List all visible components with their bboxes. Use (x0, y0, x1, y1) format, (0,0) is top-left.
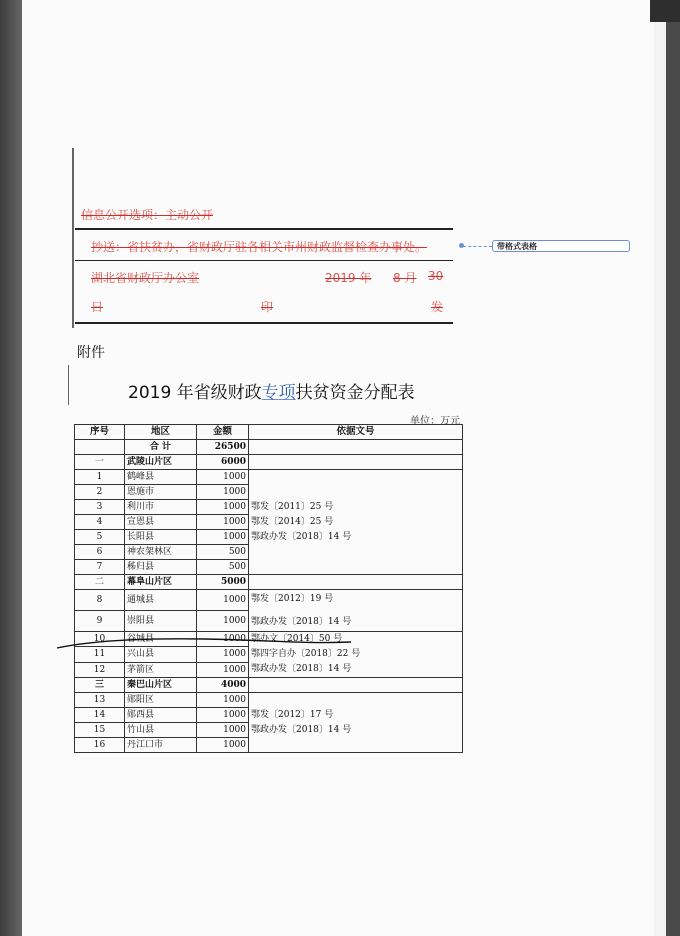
day-number: 30 (428, 269, 444, 283)
row-no: 7 (75, 560, 125, 575)
group-amount: 4000 (197, 678, 249, 693)
cc-line: 抄送：省扶贫办，省财政厅驻各相关市州财政监督检查办事处。 (91, 240, 428, 254)
row-amount: 1000 (197, 485, 249, 500)
doc-cell-group-3 (249, 693, 463, 753)
row-no: 5 (75, 530, 125, 545)
col-header-doc: 依据文号 (249, 425, 463, 440)
group-region: 秦巴山片区 (125, 678, 197, 693)
row-no: 15 (75, 723, 125, 738)
group-doc (249, 455, 463, 470)
group-row (75, 455, 463, 470)
allocation-table (74, 424, 463, 753)
row-amount: 1000 (197, 470, 249, 485)
row-amount: 1000 (197, 500, 249, 515)
info-public-line: 信息公开选项：主动公开 (81, 208, 214, 222)
doc-ref: 鄂政办发〔2018〕14 号 (251, 531, 352, 542)
row-amount: 1000 (197, 738, 249, 753)
row-region: 兴山县 (125, 647, 197, 662)
row-region: 郧阳区 (125, 693, 197, 708)
title-margin-bar (68, 365, 69, 405)
title-highlight: 专项 (261, 383, 296, 403)
doc-ref: 鄂发〔2011〕25 号 (251, 501, 334, 512)
year-label: 2019 年 (325, 271, 372, 285)
table-row (75, 693, 463, 708)
doc-cell-group-1 (249, 470, 463, 575)
total-doc (249, 440, 463, 455)
pen-stroke (55, 630, 355, 660)
doc-ref: 鄂发〔2012〕17 号 (251, 709, 334, 720)
doc-ref: 鄂政办发〔2018〕14 号 (251, 724, 352, 735)
row-no: 2 (75, 485, 125, 500)
callout-connector (463, 246, 492, 247)
row-no: 16 (75, 738, 125, 753)
group-no: 二 (75, 575, 125, 590)
row-amount: 1000 (197, 662, 249, 677)
col-header-amount: 金额 (197, 425, 249, 440)
doc-ref: 鄂四字自办〔2018〕22 号 (251, 649, 361, 659)
row-region: 丹江口市 (125, 738, 197, 753)
issued-char: 发 (431, 300, 444, 314)
row-no: 13 (75, 693, 125, 708)
title-part-1: 2019 年省级财政 (128, 383, 262, 403)
row-region: 恩施市 (125, 485, 197, 500)
row-amount: 1000 (197, 647, 249, 662)
row-region: 长阳县 (125, 530, 197, 545)
doc-ref: 鄂发〔2012〕19 号 (251, 593, 334, 604)
day-char: 日 (91, 300, 104, 314)
row-no: 1 (75, 470, 125, 485)
row-no: 3 (75, 500, 125, 515)
document-title (128, 378, 415, 403)
row-no: 6 (75, 545, 125, 560)
row-no: 9 (75, 611, 125, 632)
group-doc (249, 678, 463, 693)
row-amount: 1000 (197, 708, 249, 723)
total-label: 合 计 (125, 440, 197, 455)
row-amount: 500 (197, 560, 249, 575)
col-header-no: 序号 (75, 425, 125, 440)
row-region: 鹤峰县 (125, 470, 197, 485)
group-no: 一 (75, 455, 125, 470)
row-region: 利川市 (125, 500, 197, 515)
group-row (75, 575, 463, 590)
rule-mid (75, 260, 453, 261)
group-amount: 6000 (197, 455, 249, 470)
row-amount: 1000 (197, 632, 249, 647)
doc-ref: 鄂政办发〔2018〕14 号 (251, 664, 352, 674)
attachment-label: 附件 (77, 345, 105, 361)
row-no: 8 (75, 590, 125, 611)
scan-corner (650, 0, 680, 22)
row-amount: 1000 (197, 515, 249, 530)
row-region: 竹山县 (125, 723, 197, 738)
row-region: 郧西县 (125, 708, 197, 723)
group-no: 三 (75, 678, 125, 693)
total-amount: 26500 (197, 440, 249, 455)
revision-margin-bar (72, 148, 74, 328)
row-amount: 500 (197, 545, 249, 560)
row-amount: 1000 (197, 723, 249, 738)
month-label: 8 月 (393, 271, 417, 285)
doc-ref: 鄂办文〔2014〕50 号 (251, 634, 343, 644)
row-amount: 1000 (197, 590, 249, 611)
doc-ref: 鄂政办发〔2018〕14 号 (251, 616, 352, 627)
col-header-region: 地区 (125, 425, 197, 440)
table-header-row (75, 425, 463, 440)
group-amount: 5000 (197, 575, 249, 590)
row-amount: 1000 (197, 693, 249, 708)
rule-bottom (75, 322, 453, 324)
title-part-2: 扶贫资金分配表 (295, 383, 415, 403)
row-region: 宣恩县 (125, 515, 197, 530)
row-region: 通城县 (125, 590, 197, 611)
header-revision-block (75, 198, 453, 326)
group-region: 幕阜山片区 (125, 575, 197, 590)
doc-cell-group-2a (249, 590, 463, 632)
format-change-callout[interactable]: 带格式表格 (492, 240, 630, 252)
unit-label: 单位：万元 (410, 416, 460, 427)
row-no: 11 (75, 647, 125, 662)
office-line: 湖北省财政厅办公室 (91, 271, 200, 285)
row-region: 茅箭区 (125, 662, 197, 677)
group-doc (249, 575, 463, 590)
row-region: 秭归县 (125, 560, 197, 575)
row-region: 神农架林区 (125, 545, 197, 560)
row-amount: 1000 (197, 611, 249, 632)
rule-top (75, 228, 453, 230)
group-region: 武陵山片区 (125, 455, 197, 470)
row-no: 12 (75, 662, 125, 677)
group-row (75, 678, 463, 693)
row-amount: 1000 (197, 530, 249, 545)
row-region: 崇阳县 (125, 611, 197, 632)
row-no: 10 (75, 632, 125, 647)
printed-char: 印 (261, 300, 274, 314)
row-no: 14 (75, 708, 125, 723)
table-row (75, 470, 463, 485)
row-no: 4 (75, 515, 125, 530)
doc-ref: 鄂发〔2014〕25 号 (251, 516, 334, 527)
row-region: 谷城县 (125, 632, 197, 647)
total-row (75, 440, 463, 455)
table-row (75, 590, 463, 611)
total-no (75, 440, 125, 455)
